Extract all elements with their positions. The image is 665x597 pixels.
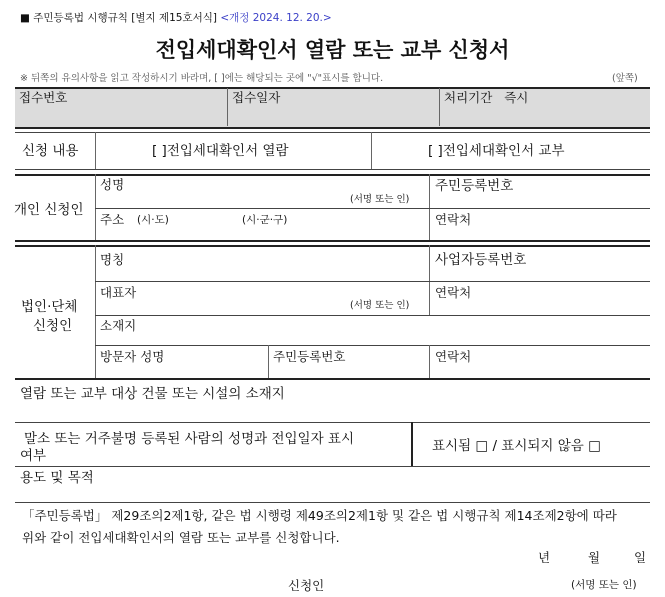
individual-address-label: 주소	[100, 212, 125, 227]
page-side-label: (앞쪽)	[612, 73, 638, 84]
divider	[15, 466, 650, 467]
divider	[95, 245, 96, 378]
divider	[15, 132, 650, 133]
divider	[15, 422, 650, 423]
divider	[227, 88, 228, 126]
divider	[15, 174, 650, 176]
form-header	[20, 12, 332, 25]
divider	[429, 245, 430, 315]
statement-line-1: 「주민등록법」 제29조의2제1항, 같은 법 시행령 제49조의2제1항 및 같은 법 시행규칙 제14조제2항에 따라	[22, 508, 617, 523]
date-day-label: 일	[634, 550, 647, 565]
visitor-name-label: 방문자 성명	[100, 349, 165, 364]
individual-contact-label: 연락처	[435, 212, 472, 227]
divider	[371, 132, 372, 169]
notice-text: ※ 뒤쪽의 유의사항을 읽고 작성하시기 바라며, [ ]에는 해당되는 곳에 "√"표시를 합니다.	[20, 73, 384, 84]
divider	[95, 281, 650, 282]
receipt-date-label: 접수일자	[232, 90, 281, 105]
target-location-label: 열람 또는 교부 대상 건물 또는 시설의 소재지	[20, 386, 285, 402]
display-option-label-2: 여부	[20, 448, 47, 464]
individual-rrn-label: 주민등록번호	[435, 178, 514, 194]
corporate-contact-label: 연락처	[435, 285, 472, 300]
divider	[95, 315, 650, 316]
corporate-signature-hint: (서명 또는 인)	[350, 300, 410, 311]
visitor-rrn-label: 주민등록번호	[273, 349, 346, 364]
applicant-signature-hint: (서명 또는 인)	[571, 579, 637, 591]
receipt-bar	[15, 87, 650, 127]
divider	[15, 502, 650, 503]
corporate-section-label: 법인·단체	[21, 299, 78, 315]
display-option-choice[interactable]: 표시됨 □ / 표시되지 않음 □	[432, 438, 601, 454]
divider	[429, 345, 430, 378]
header-bullet: ■	[20, 12, 30, 24]
representative-label: 대표자	[100, 285, 137, 300]
request-option-view[interactable]: [ ]전입세대확인서 열람	[152, 143, 289, 159]
date-year-label: 년	[538, 550, 551, 565]
divider	[95, 174, 96, 240]
location-label: 소재지	[100, 318, 137, 333]
divider	[411, 422, 413, 466]
divider	[429, 174, 430, 240]
divider	[95, 208, 650, 209]
processing-period-label	[444, 90, 528, 106]
request-content-label: 신청 내용	[22, 143, 79, 159]
visitor-contact-label: 연락처	[435, 349, 472, 364]
divider	[15, 378, 650, 380]
form-title: 전입세대확인서 열람 또는 교부 신청서	[155, 38, 510, 62]
biz-reg-number-label: 사업자등록번호	[435, 252, 527, 268]
processing-period-text: 처리기간	[444, 90, 493, 105]
divider	[15, 245, 650, 247]
request-option-issue[interactable]: [ ]전입세대확인서 교부	[428, 143, 565, 159]
individual-name-label: 성명	[100, 177, 125, 192]
date-month-label: 월	[588, 550, 601, 565]
org-name-label: 명칭	[100, 252, 125, 267]
divider	[15, 240, 650, 242]
divider	[15, 87, 650, 89]
law-reference: 주민등록법 시행규칙 [별지 제15호서식]	[33, 12, 217, 24]
divider	[15, 169, 650, 170]
divider	[95, 132, 96, 169]
address-hint-city: (시·군·구)	[242, 214, 288, 226]
display-option-label: 말소 또는 거주불명 등록된 사람의 성명과 전입일자 표시	[24, 431, 354, 447]
revision-date: <개정 2024. 12. 20.>	[220, 12, 332, 24]
statement-line-2: 위와 같이 전입세대확인서의 열람 또는 교부를 신청합니다.	[22, 530, 340, 545]
processing-period-value: 즉시	[504, 90, 529, 105]
purpose-label: 용도 및 목적	[20, 470, 94, 486]
individual-section-label: 개인 신청인	[14, 202, 84, 218]
corporate-section-label-2: 신청인	[33, 318, 73, 334]
applicant-label: 신청인	[288, 578, 325, 593]
divider	[15, 127, 650, 129]
receipt-number-label: 접수번호	[19, 90, 68, 105]
divider	[268, 345, 269, 378]
divider	[95, 345, 650, 346]
individual-signature-hint: (서명 또는 인)	[350, 194, 410, 205]
address-hint-province: (시·도)	[137, 214, 169, 226]
divider	[439, 88, 440, 126]
